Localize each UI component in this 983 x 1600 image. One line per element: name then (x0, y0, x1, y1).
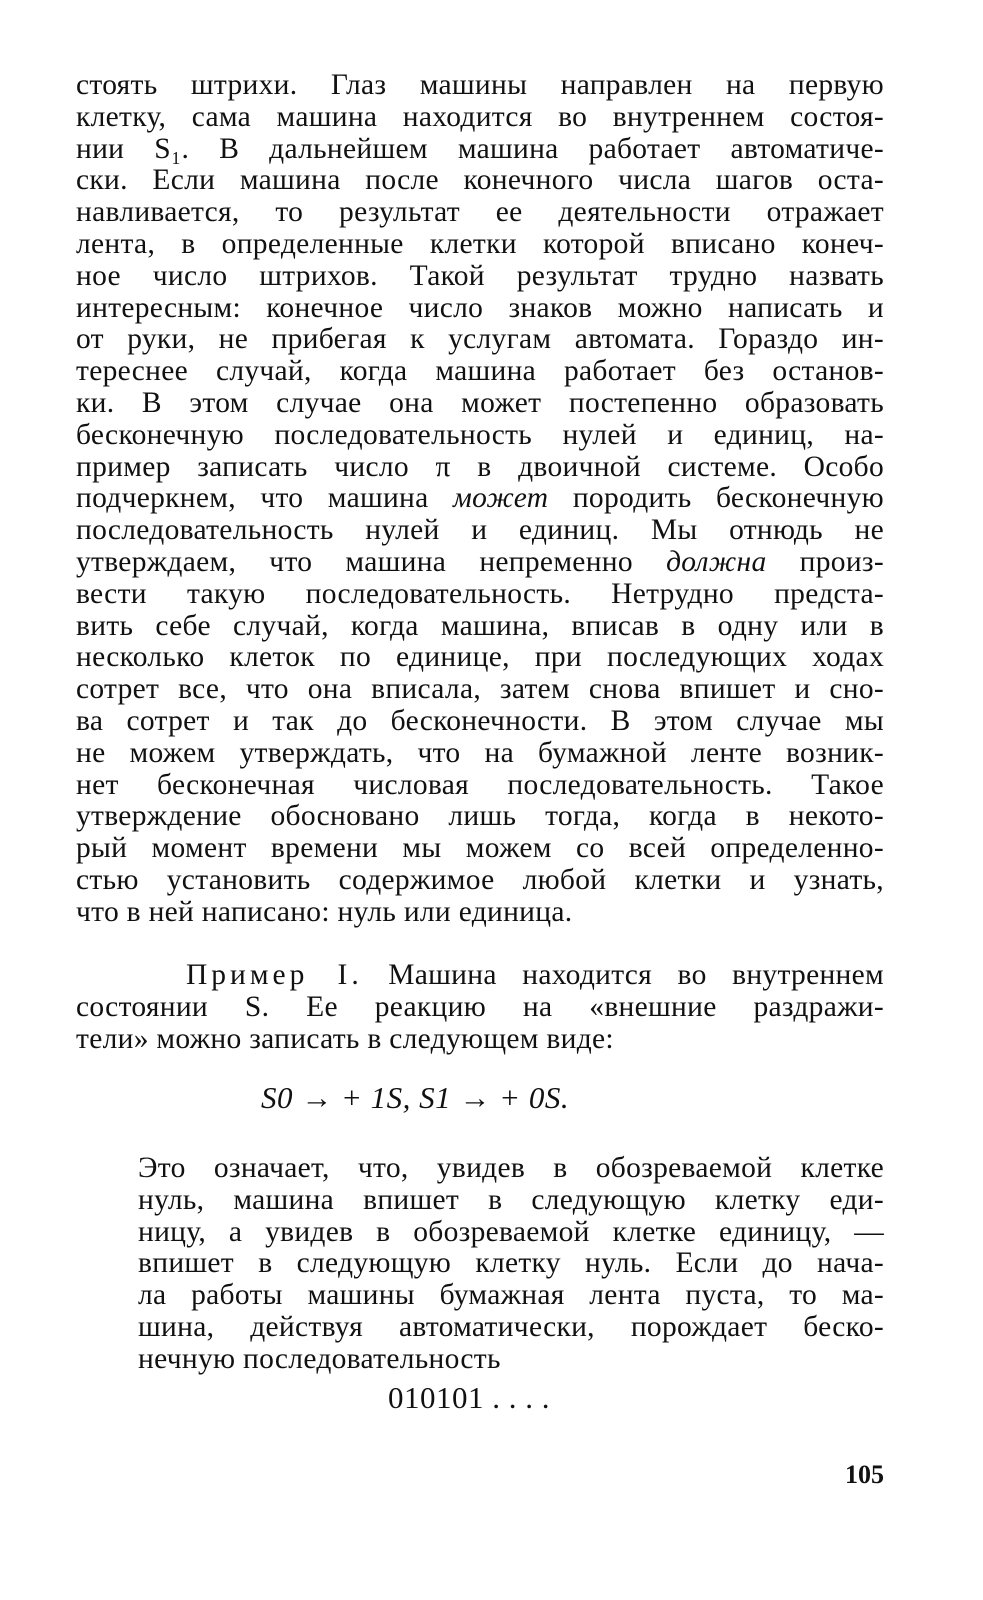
text-line: стоять штрихи. Глаз машины направлен на первую (76, 69, 884, 101)
text-line: ницу, а увидев в обозреваемой клетке единицу, — (138, 1215, 884, 1248)
text-line: ное число штрихов. Такой результат трудно назвать (76, 259, 884, 292)
text-fragment: подчеркнем, что машина (76, 482, 453, 515)
text-line: несколько клеток по единице, при последующих ходах (76, 641, 884, 674)
text-line (76, 960, 884, 992)
example-label: Пример I. (186, 959, 363, 991)
text-line: пример записать число π в двоичной системе. Особо (76, 450, 884, 483)
text-line: ва сотрет и так до бесконечности. В этом случае мы (76, 704, 884, 737)
text-line: ла работы машины бумажная лента пуста, то ма- (138, 1279, 884, 1312)
text-line (76, 483, 884, 515)
text-line: нии S₁. В дальнейшем машина работает автоматиче- (76, 132, 884, 165)
page-number: 105 (845, 1460, 884, 1489)
emphasis-text: должна (666, 545, 767, 578)
emphasis-text: может (452, 482, 549, 515)
text-line: вить себе случай, когда машина, вписав в одну или в (76, 609, 884, 642)
text-line: ски. Если машина после конечного числа шагов оста- (76, 164, 884, 197)
text-line: ки. В этом случае она может постепенно образовать (76, 386, 884, 419)
paragraph-1 (76, 70, 884, 929)
text-line (76, 547, 884, 579)
text-fragment: утверждаем, что машина непременно (76, 545, 667, 578)
text-line: не можем утверждать, что на бумажной ленте возник- (76, 736, 884, 769)
text-line: нет бесконечная числовая последовательность. Такое (76, 768, 884, 801)
text-line: тереснее случай, когда машина работает без останов- (76, 355, 884, 388)
text-line: рый момент времени мы можем со всей определенно- (76, 832, 884, 865)
book-page (76, 70, 884, 1570)
text-line: что в ней написано: нуль или единица. (76, 895, 573, 928)
text-fragment: произ- (766, 545, 884, 578)
transition-formula: S0 → + 1S, S1 → + 0S. (261, 1080, 570, 1115)
text-line: бесконечную последовательность нулей и единиц, на- (76, 418, 884, 451)
example-paragraph (76, 960, 884, 1055)
text-fragment: породить бесконечную (548, 482, 884, 515)
text-line: нечную последовательность (138, 1342, 501, 1375)
text-line: сотрет все, что она вписала, затем снова впишет и сно- (76, 673, 884, 706)
text-line: навливается, то результат ее деятельности отражает (76, 196, 884, 229)
text-line: состоянии S. Ее реакцию на «внешние раздражи- (76, 990, 884, 1023)
text-fragment: Машина находится во внутреннем (362, 959, 884, 991)
text-line: клетку, сама машина находится во внутреннем состоя- (76, 100, 884, 133)
text-line: интересным: конечное число знаков можно написать и (76, 291, 884, 324)
text-line: шина, действуя автоматически, порождает беско- (138, 1310, 884, 1343)
text-line: лента, в определенные клетки которой вписано конеч- (76, 227, 884, 260)
text-line: тели» можно записать в следующем виде: (76, 1022, 614, 1055)
text-line: последовательность нулей и единиц. Мы отнюдь не (76, 514, 884, 547)
text-line: вести такую последовательность. Нетрудно предста- (76, 577, 884, 610)
text-line: впишет в следующую клетку нуль. Если до нача- (138, 1247, 884, 1280)
text-line: от руки, не прибегая к услугам автомата. Гораздо ин- (76, 323, 884, 356)
text-line: нуль, машина впишет в следующую клетку еди- (138, 1183, 884, 1216)
text-line: Это означает, что, увидев в обозреваемой клетке (138, 1152, 884, 1184)
paragraph-2 (138, 1153, 884, 1376)
text-line: утверждение обосновано лишь тогда, когда в некото- (76, 800, 884, 833)
binary-sequence: 010101 . . . . (388, 1380, 550, 1415)
text-line: стью установить содержимое любой клетки и узнать, (76, 863, 884, 896)
